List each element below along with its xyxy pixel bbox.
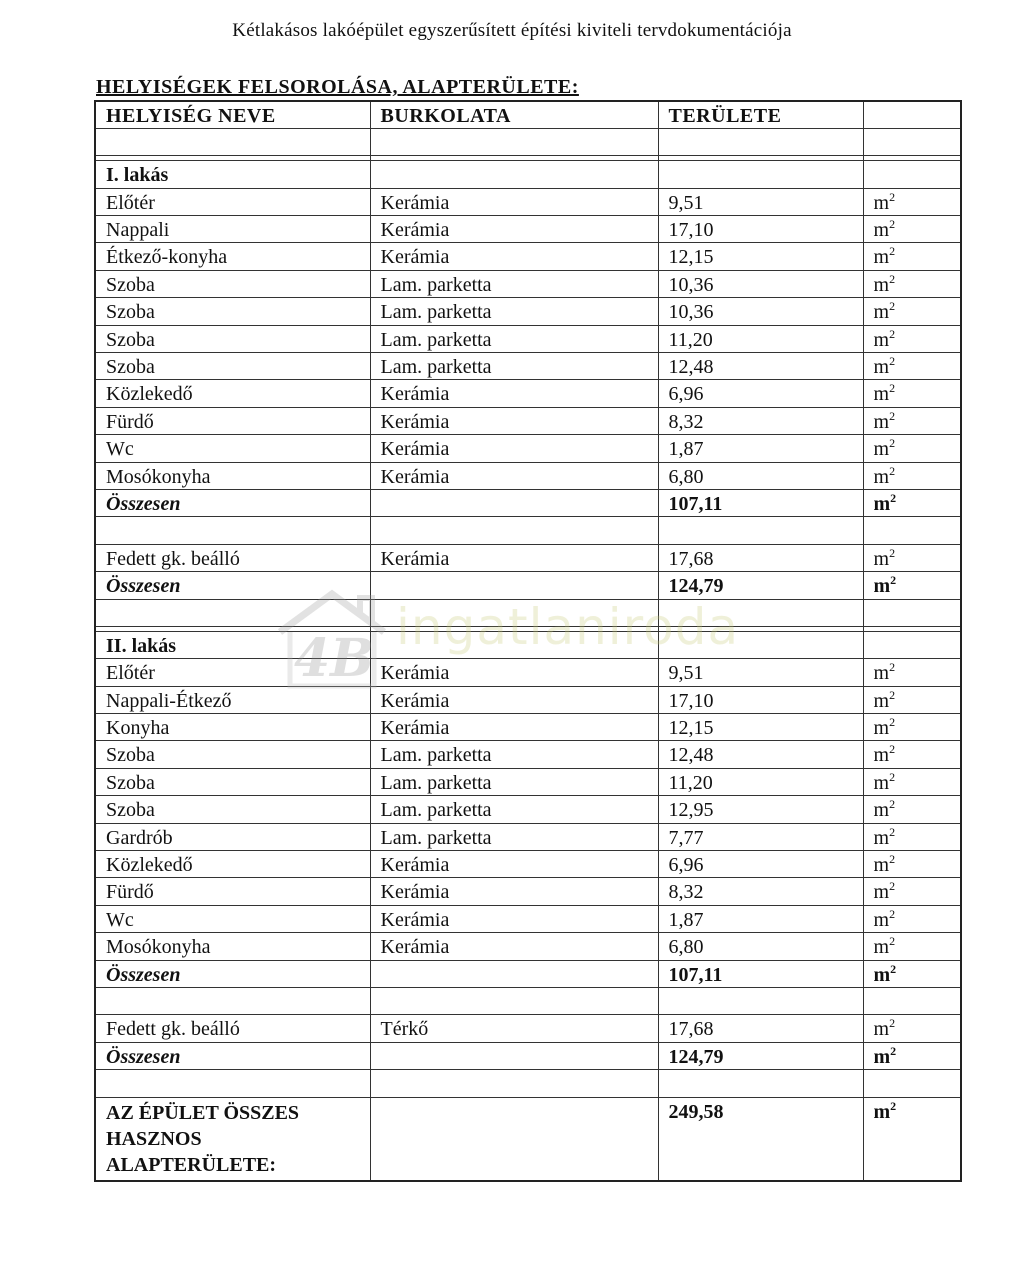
empty-cell [863, 161, 961, 188]
unit-base: m [873, 356, 890, 379]
unit-exponent: 2 [889, 299, 896, 314]
room-name: Wc [95, 435, 370, 462]
room-finish: Lam. parketta [370, 796, 658, 823]
subtotal-row [95, 960, 961, 987]
room-area: 6,96 [658, 851, 863, 878]
total-row [95, 572, 961, 599]
table-row [95, 823, 961, 850]
empty-cell [95, 599, 370, 626]
unit-base: m [873, 1100, 891, 1123]
room-area: 9,51 [658, 188, 863, 215]
room-name: Szoba [95, 325, 370, 352]
unit-cell [863, 878, 961, 905]
unit-exponent: 2 [889, 463, 896, 478]
unit-cell [863, 659, 961, 686]
unit-exponent: 2 [889, 271, 896, 286]
room-area: 12,48 [658, 741, 863, 768]
unit-cell [863, 1097, 961, 1181]
room-area: 12,95 [658, 796, 863, 823]
room-area: 1,87 [658, 905, 863, 932]
section-title: HELYISÉGEK FELSOROLÁSA, ALAPTERÜLETE: [96, 76, 579, 98]
subtotal-value: 107,11 [658, 960, 863, 987]
room-name: Konyha [95, 714, 370, 741]
room-area: 6,80 [658, 462, 863, 489]
unit-exponent: 2 [889, 687, 896, 702]
room-finish: Lam. parketta [370, 823, 658, 850]
table-row [95, 216, 961, 243]
unit-base: m [873, 799, 890, 822]
flat-label-row [95, 161, 961, 188]
unit-base: m [873, 908, 890, 931]
table-row [95, 686, 961, 713]
empty-cell [370, 572, 658, 599]
room-name: Szoba [95, 270, 370, 297]
room-finish: Kerámia [370, 714, 658, 741]
unit-base: m [873, 492, 891, 515]
unit-cell [863, 960, 961, 987]
blank-row [95, 128, 961, 155]
room-finish: Kerámia [370, 243, 658, 270]
room-area: 17,10 [658, 216, 863, 243]
room-name: Fürdő [95, 407, 370, 434]
room-finish: Kerámia [370, 878, 658, 905]
unit-exponent: 2 [889, 797, 896, 812]
table-header-row [95, 101, 961, 128]
room-finish: Kerámia [370, 435, 658, 462]
room-finish: Kerámia [370, 686, 658, 713]
room-name: Előtér [95, 188, 370, 215]
svg-text:4B: 4B [294, 628, 375, 689]
unit-cell [863, 741, 961, 768]
unit-cell [863, 572, 961, 599]
unit-base: m [873, 744, 890, 767]
unit-cell [863, 714, 961, 741]
room-finish: Lam. parketta [370, 298, 658, 325]
unit-exponent: 2 [889, 715, 896, 730]
empty-cell [370, 1070, 658, 1097]
room-name: Közlekedő [95, 851, 370, 878]
empty-cell [370, 1097, 658, 1181]
room-area: 1,87 [658, 435, 863, 462]
unit-exponent: 2 [890, 961, 897, 976]
unit-cell [863, 188, 961, 215]
empty-cell [370, 631, 658, 658]
room-name: Nappali [95, 216, 370, 243]
room-name: Szoba [95, 298, 370, 325]
unit-cell [863, 933, 961, 960]
unit-cell [863, 1015, 961, 1042]
unit-base: m [873, 191, 890, 214]
empty-cell [863, 599, 961, 626]
table-row [95, 243, 961, 270]
room-finish: Lam. parketta [370, 741, 658, 768]
room-name: Wc [95, 905, 370, 932]
table-row [95, 851, 961, 878]
unit-base: m [873, 936, 890, 959]
room-name: Fedett gk. beálló [95, 544, 370, 571]
unit-exponent: 2 [889, 381, 896, 396]
room-finish: Lam. parketta [370, 768, 658, 795]
table-row [95, 544, 961, 571]
empty-cell [370, 988, 658, 1015]
unit-base: m [873, 246, 890, 269]
room-finish: Kerámia [370, 188, 658, 215]
unit-exponent: 2 [889, 660, 896, 675]
grand-total-label-line: ALAPTERÜLETE: [106, 1153, 277, 1176]
unit-cell [863, 851, 961, 878]
empty-cell [863, 128, 961, 155]
room-finish: Kerámia [370, 659, 658, 686]
empty-cell [370, 1042, 658, 1069]
unit-base: m [873, 881, 890, 904]
table-row [95, 1015, 961, 1042]
unit-exponent: 2 [889, 326, 896, 341]
unit-base: m [873, 465, 890, 488]
blank-row [95, 517, 961, 544]
empty-cell [95, 517, 370, 544]
unit-cell [863, 489, 961, 516]
room-finish: Kerámia [370, 544, 658, 571]
unit-base: m [873, 662, 890, 685]
unit-exponent: 2 [889, 906, 896, 921]
room-finish: Térkő [370, 1015, 658, 1042]
empty-cell [658, 517, 863, 544]
room-area: 7,77 [658, 823, 863, 850]
unit-cell [863, 298, 961, 325]
subtotal-label: Összesen [95, 489, 370, 516]
total-value: 124,79 [658, 1042, 863, 1069]
table-row [95, 659, 961, 686]
empty-cell [95, 128, 370, 155]
empty-cell [658, 1070, 863, 1097]
subtotal-row [95, 489, 961, 516]
unit-base: m [873, 963, 891, 986]
unit-base: m [873, 438, 890, 461]
unit-base: m [873, 854, 890, 877]
unit-exponent: 2 [889, 934, 896, 949]
room-name: Szoba [95, 768, 370, 795]
table-row [95, 298, 961, 325]
unit-exponent: 2 [889, 769, 896, 784]
unit-exponent: 2 [889, 408, 896, 423]
room-name: Előtér [95, 659, 370, 686]
total-row [95, 1042, 961, 1069]
empty-cell [658, 128, 863, 155]
table-row [95, 188, 961, 215]
unit-base: m [873, 328, 890, 351]
blank-row [95, 988, 961, 1015]
room-name: Étkező-konyha [95, 243, 370, 270]
subtotal-label: Összesen [95, 960, 370, 987]
unit-base: m [873, 1018, 890, 1041]
table-row [95, 796, 961, 823]
table-row [95, 407, 961, 434]
unit-base: m [873, 273, 890, 296]
room-finish: Lam. parketta [370, 325, 658, 352]
room-name: Fürdő [95, 878, 370, 905]
unit-exponent: 2 [889, 742, 896, 757]
unit-cell [863, 462, 961, 489]
room-area: 10,36 [658, 298, 863, 325]
table-row [95, 905, 961, 932]
unit-cell [863, 435, 961, 462]
room-name: Szoba [95, 353, 370, 380]
watermark-text: ingatlaniroda [396, 598, 740, 656]
unit-exponent: 2 [890, 573, 897, 588]
table-row [95, 435, 961, 462]
empty-cell [658, 599, 863, 626]
header-room-name: HELYISÉG NEVE [95, 101, 370, 128]
table-row [95, 270, 961, 297]
room-area: 11,20 [658, 768, 863, 795]
room-name: Nappali-Étkező [95, 686, 370, 713]
empty-cell [370, 489, 658, 516]
unit-cell [863, 353, 961, 380]
empty-cell [658, 161, 863, 188]
room-name: Mosókonyha [95, 462, 370, 489]
table-row [95, 353, 961, 380]
unit-cell [863, 796, 961, 823]
unit-exponent: 2 [889, 545, 896, 560]
table-row [95, 380, 961, 407]
room-area: 17,10 [658, 686, 863, 713]
room-name: Fedett gk. beálló [95, 1015, 370, 1042]
table-row [95, 878, 961, 905]
unit-cell [863, 823, 961, 850]
unit-exponent: 2 [889, 879, 896, 894]
unit-exponent: 2 [889, 824, 896, 839]
unit-exponent: 2 [889, 852, 896, 867]
table-row [95, 933, 961, 960]
table-row [95, 462, 961, 489]
room-area: 6,96 [658, 380, 863, 407]
unit-base: m [873, 717, 890, 740]
room-finish: Lam. parketta [370, 353, 658, 380]
header-area: TERÜLETE [658, 101, 863, 128]
unit-exponent: 2 [889, 217, 896, 232]
unit-base: m [873, 575, 891, 598]
unit-exponent: 2 [889, 1016, 896, 1031]
room-name: Gardrób [95, 823, 370, 850]
table-row [95, 714, 961, 741]
unit-cell [863, 544, 961, 571]
flat-label: II. lakás [95, 631, 370, 658]
room-area: 8,32 [658, 407, 863, 434]
empty-cell [863, 517, 961, 544]
unit-cell [863, 325, 961, 352]
unit-base: m [873, 826, 890, 849]
room-finish: Kerámia [370, 933, 658, 960]
document-title: Kétlakásos lakóépület egyszerűsített építési kiviteli tervdokumentációja [232, 20, 792, 41]
blank-row [95, 1070, 961, 1097]
blank-row [95, 599, 961, 626]
unit-cell [863, 905, 961, 932]
room-finish: Kerámia [370, 216, 658, 243]
unit-cell [863, 1042, 961, 1069]
room-finish: Kerámia [370, 905, 658, 932]
unit-exponent: 2 [889, 244, 896, 259]
grand-total-row [95, 1097, 961, 1181]
empty-cell [863, 631, 961, 658]
unit-base: m [873, 410, 890, 433]
room-name: Mosókonyha [95, 933, 370, 960]
unit-exponent: 2 [889, 189, 896, 204]
empty-cell [863, 988, 961, 1015]
room-finish: Kerámia [370, 407, 658, 434]
unit-exponent: 2 [890, 490, 897, 505]
empty-cell [863, 1070, 961, 1097]
total-value: 124,79 [658, 572, 863, 599]
room-area: 8,32 [658, 878, 863, 905]
room-area: 12,48 [658, 353, 863, 380]
room-finish: Lam. parketta [370, 270, 658, 297]
room-area: 9,51 [658, 659, 863, 686]
empty-cell [370, 960, 658, 987]
unit-cell [863, 686, 961, 713]
unit-cell [863, 768, 961, 795]
room-area: 10,36 [658, 270, 863, 297]
empty-cell [95, 1070, 370, 1097]
room-area: 17,68 [658, 544, 863, 571]
unit-cell [863, 380, 961, 407]
unit-base: m [873, 301, 890, 324]
unit-exponent: 2 [890, 1098, 897, 1113]
room-name: Szoba [95, 796, 370, 823]
flat-label-row [95, 631, 961, 658]
unit-exponent: 2 [889, 354, 896, 369]
empty-cell [370, 517, 658, 544]
empty-cell [658, 631, 863, 658]
rooms-table-body [95, 101, 961, 1181]
empty-cell [95, 988, 370, 1015]
room-finish: Kerámia [370, 851, 658, 878]
table-row [95, 768, 961, 795]
room-finish: Kerámia [370, 462, 658, 489]
unit-cell [863, 216, 961, 243]
subtotal-value: 107,11 [658, 489, 863, 516]
table-row [95, 741, 961, 768]
unit-base: m [873, 383, 890, 406]
grand-total-label [95, 1097, 370, 1181]
empty-cell [370, 161, 658, 188]
rooms-table [94, 100, 962, 1182]
room-name: Szoba [95, 741, 370, 768]
header-finish: BURKOLATA [370, 101, 658, 128]
room-area: 12,15 [658, 714, 863, 741]
unit-cell [863, 270, 961, 297]
grand-total-label-line: HASZNOS [106, 1127, 202, 1150]
total-label: Összesen [95, 1042, 370, 1069]
grand-total-label-line: AZ ÉPÜLET ÖSSZES [106, 1101, 300, 1124]
grand-total-value: 249,58 [658, 1097, 863, 1181]
unit-exponent: 2 [890, 1043, 897, 1058]
unit-exponent: 2 [889, 436, 896, 451]
empty-cell [370, 128, 658, 155]
header-unit [863, 101, 961, 128]
empty-cell [658, 988, 863, 1015]
unit-base: m [873, 689, 890, 712]
table-row [95, 325, 961, 352]
unit-base: m [873, 1045, 891, 1068]
room-area: 6,80 [658, 933, 863, 960]
total-label: Összesen [95, 572, 370, 599]
unit-base: m [873, 547, 890, 570]
flat-label: I. lakás [95, 161, 370, 188]
room-area: 12,15 [658, 243, 863, 270]
empty-cell [370, 599, 658, 626]
unit-cell [863, 243, 961, 270]
room-area: 11,20 [658, 325, 863, 352]
unit-cell [863, 407, 961, 434]
room-area: 17,68 [658, 1015, 863, 1042]
unit-base: m [873, 219, 890, 242]
room-name: Közlekedő [95, 380, 370, 407]
room-finish: Kerámia [370, 380, 658, 407]
unit-base: m [873, 771, 890, 794]
